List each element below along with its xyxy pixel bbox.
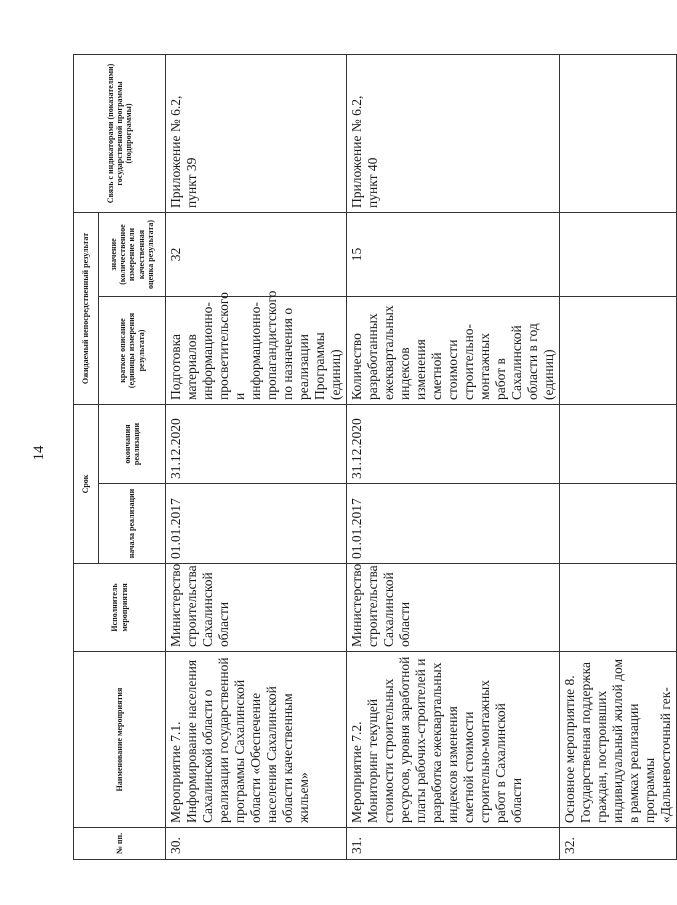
row-result-desc: Количество разработанных ежеквартальных индексов изменения сметной стоимости строительно-монтажных работ в Сахалинской области в год (единиц) <box>347 297 560 405</box>
measures-table-sheet <box>73 55 673 860</box>
header-executor: Исполнитель мероприятия <box>74 564 166 652</box>
row-link: Приложение № 6.2, пункт 40 <box>347 55 560 213</box>
row-result-value: 32 <box>166 213 347 297</box>
row-num: 32. <box>560 828 677 860</box>
header-num: № пп. <box>74 828 166 860</box>
row-executor: Министерство строительства Сахалинской области <box>166 564 347 652</box>
header-result: Ожидаемый непосредственный результат <box>74 213 99 405</box>
header-result-value: значение (количественное измерение или качественная оценка результата) <box>99 213 166 297</box>
header-result-desc: краткое описание (единицы измерения результата) <box>99 297 166 405</box>
row-start: 01.01.2017 <box>347 484 560 564</box>
table-row <box>347 55 560 860</box>
row-result-desc <box>560 297 677 405</box>
measures-table <box>73 54 677 860</box>
row-result-value <box>560 213 677 297</box>
header-link: Связь с индикаторами (показателями) государственной программы (подпрограммы) <box>74 55 166 213</box>
row-result-desc: Подготовка материалов информационно-просветительского и информационно-пропагандистского по назначения о реализации Программы (единиц) <box>166 297 347 405</box>
row-link <box>560 55 677 213</box>
row-end: 31.12.2020 <box>347 405 560 484</box>
row-name: Мероприятие 7.2. Мониторинг текущей стоимости строительных ресурсов, уровня заработной платы рабочих-строителей и разработка ежеквартальных индексов изменения сметной стоимости строительно-монтажных работ в Сахалинской области <box>347 652 560 828</box>
row-end: 31.12.2020 <box>166 405 347 484</box>
header-start: начала реализации <box>99 484 166 564</box>
page-number: 14 <box>31 445 47 461</box>
table-row <box>166 55 347 860</box>
row-end <box>560 405 677 484</box>
header-name: Наименование мероприятия <box>74 652 166 828</box>
row-num: 31. <box>347 828 560 860</box>
row-link: Приложение № 6.2, пункт 39 <box>166 55 347 213</box>
header-end: окончания реализации <box>99 405 166 484</box>
row-start: 01.01.2017 <box>166 484 347 564</box>
row-executor: Министерство строительства Сахалинской области <box>347 564 560 652</box>
row-name: Основное мероприятие 8. Государственная поддержка граждан, построивших индивидуальный жилой дом в рамках реализации программы «Дальневосточный гек- <box>560 652 677 828</box>
header-row-top <box>74 55 99 860</box>
row-name: Мероприятие 7.1. Информирование населения Сахалинской области о реализации государственной программы Сахалинской области «Обеспечение населения Сахалинской области качественным жильем» <box>166 652 347 828</box>
table-row <box>560 55 677 860</box>
row-start <box>560 484 677 564</box>
row-result-value: 15 <box>347 213 560 297</box>
header-term: Срок <box>74 405 99 564</box>
row-num: 30. <box>166 828 347 860</box>
row-executor <box>560 564 677 652</box>
